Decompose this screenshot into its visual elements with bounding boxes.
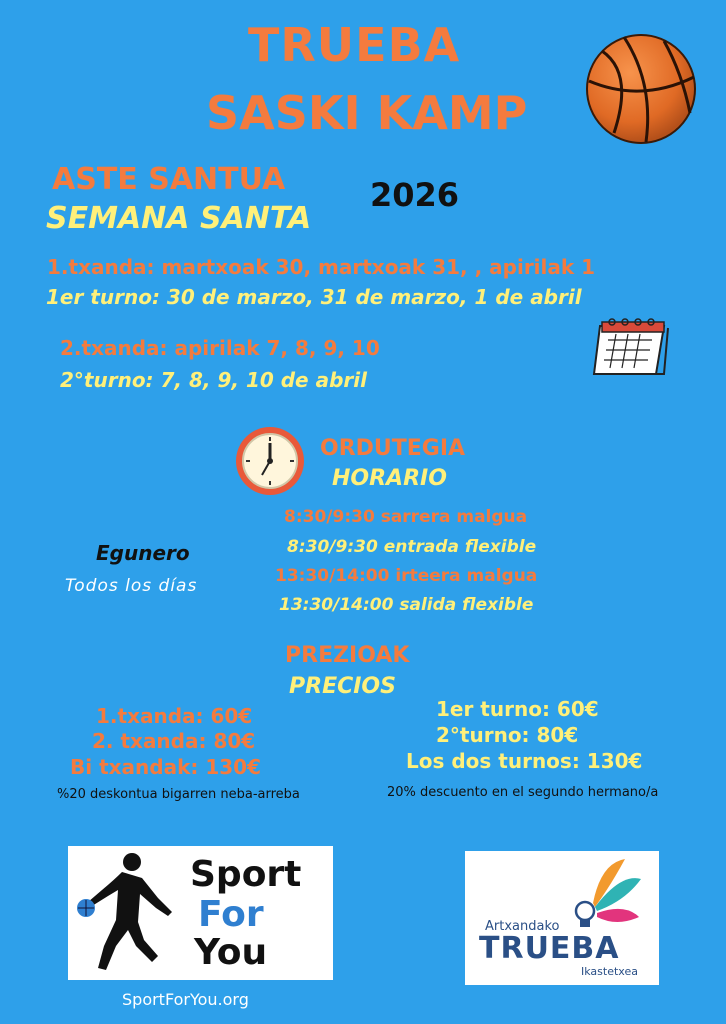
daily-eu: Egunero	[96, 541, 190, 565]
entry-eu: 8:30/9:30 sarrera malgua	[284, 507, 528, 527]
sport-logo-word-3: You	[194, 932, 268, 973]
school-name-line-3: Ikastetxea	[581, 965, 638, 978]
entry-es: 8:30/9:30 entrada flexible	[287, 537, 537, 557]
exit-eu: 13:30/14:00 irteera malgua	[275, 566, 538, 586]
discount-eu: %20 deskontua bigarren neba-arreba	[57, 787, 300, 802]
prices-eu: PREZIOAK	[285, 643, 410, 668]
sport-for-you-logo	[68, 846, 333, 980]
title-line-1: TRUEBA	[248, 18, 461, 72]
price1-eu: 1.txanda: 60€	[96, 704, 253, 728]
clock-icon	[234, 425, 306, 497]
basketball-icon	[584, 33, 700, 145]
title-line-2: SASKI KAMP	[206, 86, 528, 140]
turn2-es: 2°turno: 7, 8, 9, 10 de abril	[60, 368, 367, 392]
price2-eu: 2. txanda: 80€	[92, 729, 256, 753]
schedule-es: HORARIO	[332, 466, 447, 491]
school-name-line-1: Artxandako	[485, 919, 560, 934]
discount-es: 20% descuento en el segundo hermano/a	[387, 785, 659, 800]
calendar-icon	[592, 316, 672, 380]
turn1-eu: 1.txanda: martxoak 30, martxoak 31, , apirilak 1	[47, 255, 596, 279]
prices-es: PRECIOS	[289, 674, 396, 699]
daily-es: Todos los días	[65, 576, 198, 596]
school-name-line-2: TRUEBA	[479, 931, 620, 966]
lightbulb-icon	[565, 855, 645, 941]
price-both-es: Los dos turnos: 130€	[406, 749, 643, 773]
price2-es: 2°turno: 80€	[436, 723, 579, 747]
sport-url-link[interactable]: SportForYou.org	[122, 990, 249, 1009]
season-eu: ASTE SANTUA	[52, 162, 286, 197]
turn2-eu: 2.txanda: apirilak 7, 8, 9, 10	[60, 336, 380, 360]
trueba-school-logo	[465, 851, 659, 985]
turn1-es: 1er turno: 30 de marzo, 31 de marzo, 1 de abril	[46, 285, 582, 309]
price1-es: 1er turno: 60€	[436, 697, 599, 721]
schedule-eu: ORDUTEGIA	[320, 436, 466, 461]
price-both-eu: Bi txandak: 130€	[70, 755, 261, 779]
sport-logo-word-2: For	[198, 894, 264, 935]
exit-es: 13:30/14:00 salida flexible	[279, 595, 534, 615]
season-es: SEMANA SANTA	[46, 201, 312, 236]
year: 2026	[370, 176, 460, 214]
basketball-player-icon	[74, 850, 184, 976]
sport-logo-word-1: Sport	[190, 854, 302, 895]
